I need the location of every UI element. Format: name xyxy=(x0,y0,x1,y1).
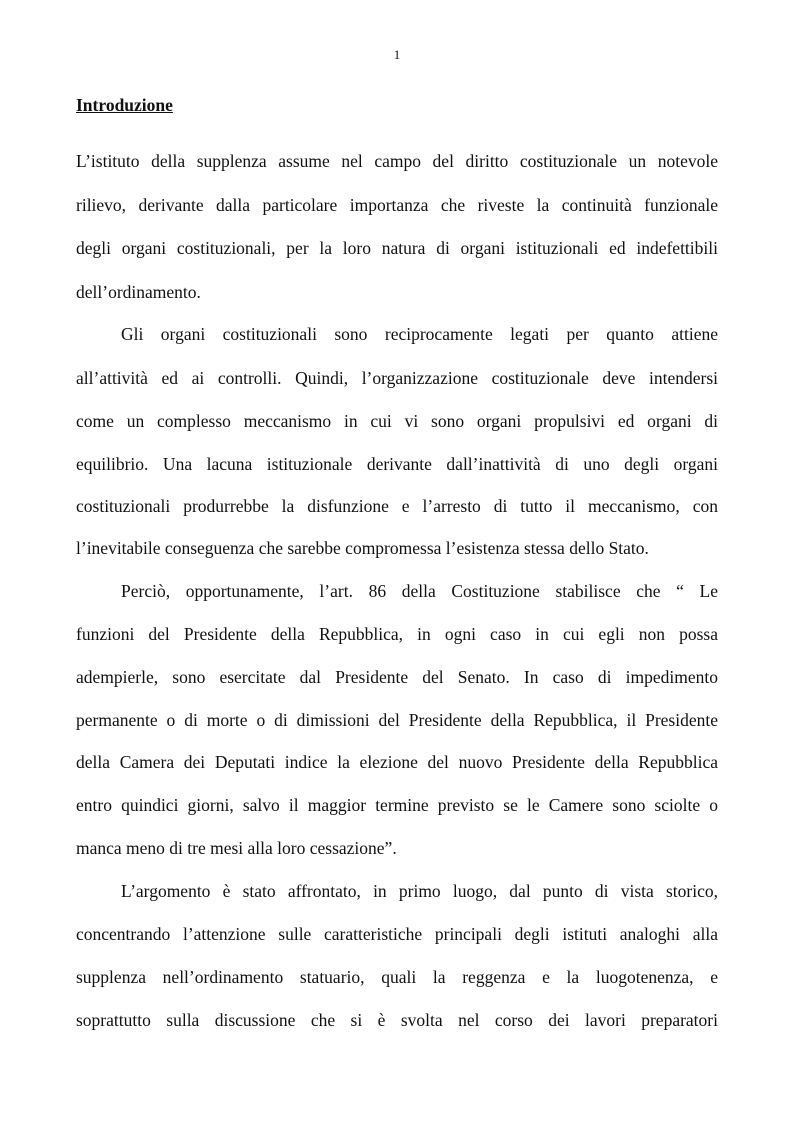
text-line: della Camera dei Deputati indice la elezione del nuovo Presidente della Repubblica xyxy=(76,752,718,772)
text-line: adempierle, sono esercitate dal Presidente del Senato. In caso di impedimento xyxy=(76,667,718,687)
text-line: dell’ordinamento. xyxy=(76,282,201,302)
text-line: all’attività ed ai controlli. Quindi, l’organizzazione costituzionale deve intendersi xyxy=(76,368,718,388)
text-line: Perciò, opportunamente, l’art. 86 della Costituzione stabilisce che “ Le xyxy=(121,581,718,601)
text-line: Gli organi costituzionali sono reciprocamente legati per quanto attiene xyxy=(121,324,718,344)
text-line: l’inevitabile conseguenza che sarebbe compromessa l’esistenza stessa dello Stato. xyxy=(76,538,649,558)
text-line: concentrando l’attenzione sulle caratteristiche principali degli istituti analoghi alla xyxy=(76,924,718,944)
text-line: equilibrio. Una lacuna istituzionale derivante dall’inattività di uno degli organi xyxy=(76,454,718,474)
text-line: degli organi costituzionali, per la loro natura di organi istituzionali ed indefettibili xyxy=(76,238,718,258)
text-line: L’istituto della supplenza assume nel campo del diritto costituzionale un notevole xyxy=(76,151,718,171)
text-line: rilievo, derivante dalla particolare importanza che riveste la continuità funzionale xyxy=(76,195,718,215)
text-line: L’argomento è stato affrontato, in primo luogo, dal punto di vista storico, xyxy=(121,881,718,901)
text-line: supplenza nell’ordinamento statuario, quali la reggenza e la luogotenenza, e xyxy=(76,967,718,987)
text-line: soprattutto sulla discussione che si è svolta nel corso dei lavori preparatori xyxy=(76,1010,718,1030)
text-line: manca meno di tre mesi alla loro cessazione”. xyxy=(76,838,397,858)
text-line: come un complesso meccanismo in cui vi sono organi propulsivi ed organi di xyxy=(76,411,718,431)
text-line: entro quindici giorni, salvo il maggior termine previsto se le Camere sono sciolte o xyxy=(76,795,718,815)
text-line: funzioni del Presidente della Repubblica, in ogni caso in cui egli non possa xyxy=(76,624,718,644)
page-number: 1 xyxy=(393,47,401,62)
text-line: costituzionali produrrebbe la disfunzione e l’arresto di tutto il meccanismo, con xyxy=(76,496,718,516)
text-line: permanente o di morte o di dimissioni del Presidente della Repubblica, il Presidente xyxy=(76,710,718,730)
section-heading: Introduzione xyxy=(76,95,173,115)
